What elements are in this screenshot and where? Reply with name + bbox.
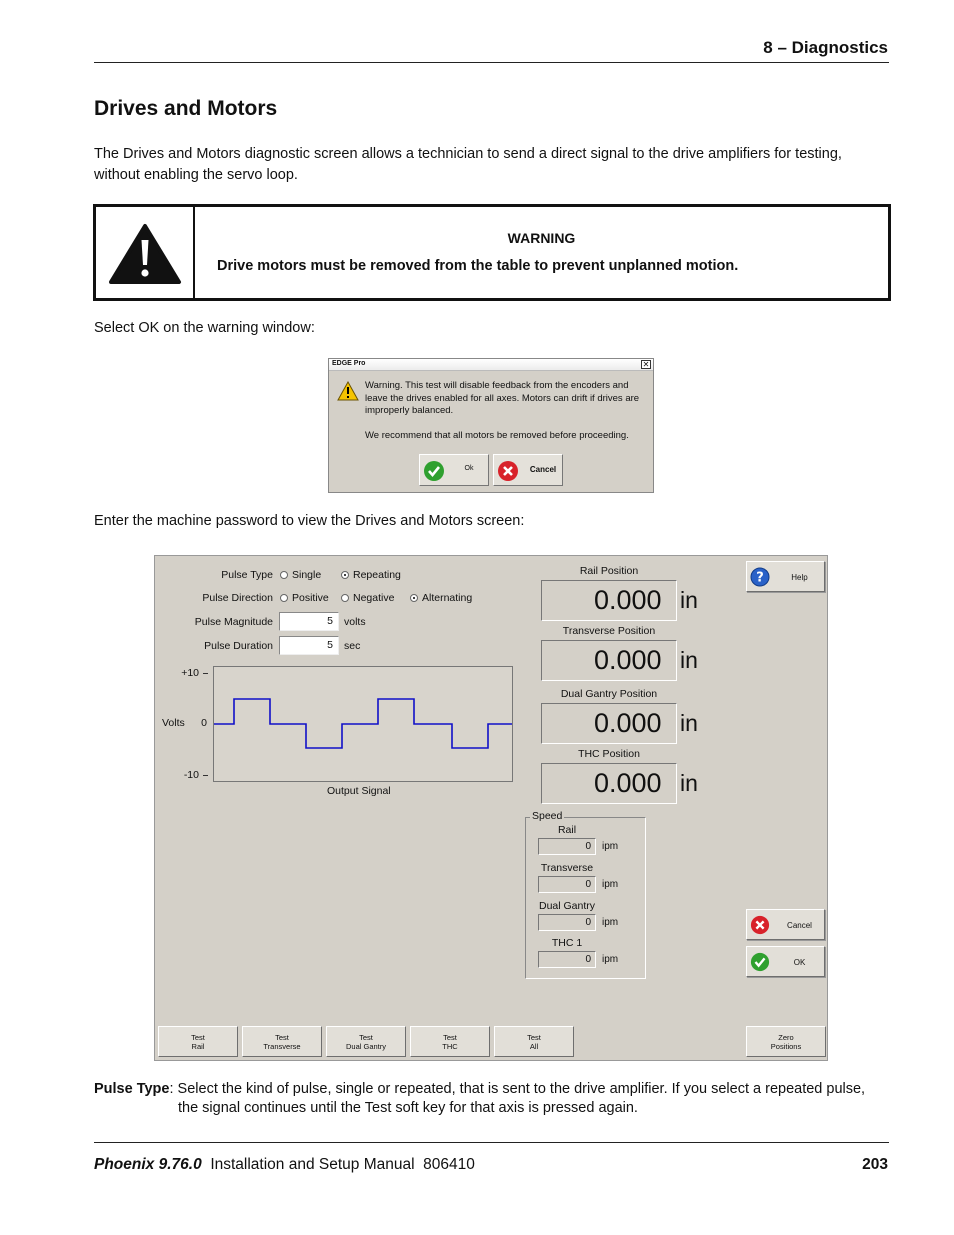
cancel-x-icon bbox=[497, 460, 519, 482]
dialog-recommendation: We recommend that all motors be removed before proceeding. bbox=[365, 430, 629, 441]
checkmark-icon bbox=[750, 952, 770, 972]
pulse-direction-alternating-label: Alternating bbox=[422, 592, 473, 604]
warning-box bbox=[93, 204, 891, 301]
transverse-position-display bbox=[541, 640, 698, 681]
chapter-heading: 8 – Diagnostics bbox=[763, 38, 888, 57]
speed-rail-value: 0 bbox=[538, 838, 596, 855]
softkey-label: Dual Gantry bbox=[345, 1042, 387, 1051]
speed-dual-gantry-value: 0 bbox=[538, 914, 596, 931]
warning-triangle-icon bbox=[108, 223, 182, 285]
pulse-direction-negative-radio[interactable] bbox=[341, 594, 349, 602]
svg-text:?: ? bbox=[756, 570, 764, 586]
instruction-select-ok: Select OK on the warning window: bbox=[94, 320, 315, 336]
softkey-label: Test bbox=[443, 1033, 457, 1042]
help-button[interactable] bbox=[746, 561, 825, 592]
plot-tick-mark bbox=[203, 775, 208, 776]
help-question-icon bbox=[750, 567, 770, 587]
pulse-duration-unit: sec bbox=[344, 640, 361, 652]
dialog-warning-icon bbox=[337, 381, 359, 401]
footer-manual-title: Installation and Setup Manual 806410 bbox=[201, 1156, 475, 1173]
dialog-cancel-label: Cancel bbox=[529, 465, 557, 474]
pulse-type-text-continued: the signal continues until the Test soft key for that axis is pressed again. bbox=[178, 1100, 638, 1116]
cancel-label: Cancel bbox=[787, 921, 812, 930]
softkey-label: Positions bbox=[770, 1042, 802, 1051]
softkey-label: Test bbox=[527, 1033, 541, 1042]
footer-product: Phoenix 9.76.0 bbox=[94, 1156, 202, 1173]
pulse-magnitude-input[interactable]: 5 bbox=[279, 612, 339, 631]
dual-gantry-position-display bbox=[541, 703, 698, 744]
dialog-ok-label: Ok bbox=[464, 465, 474, 472]
dialog-ok-button[interactable] bbox=[419, 454, 489, 486]
dual-gantry-position-unit: in bbox=[680, 710, 698, 736]
dialog-cancel-button[interactable] bbox=[493, 454, 563, 486]
speed-transverse-label: Transverse bbox=[540, 862, 594, 874]
speed-group bbox=[525, 810, 646, 979]
plot-y-label: Volts bbox=[162, 717, 185, 729]
rail-position-value: 0.000 bbox=[594, 585, 662, 615]
output-signal-waveform bbox=[214, 667, 512, 781]
footer-rule bbox=[94, 1142, 889, 1143]
drives-motors-screen bbox=[154, 555, 828, 1061]
intro-paragraph: The Drives and Motors diagnostic screen allows a technician to send a direct signal to the drive amplifiers for testing, without enabling the servo loop. bbox=[94, 146, 842, 183]
pulse-type-description bbox=[94, 1080, 890, 1118]
instruction-enter-password: Enter the machine password to view the Drives and Motors screen: bbox=[94, 513, 525, 529]
dialog-titlebar bbox=[329, 359, 653, 371]
transverse-position-unit: in bbox=[680, 647, 698, 673]
checkmark-icon bbox=[423, 460, 445, 482]
pulse-direction-alternating-radio[interactable] bbox=[410, 594, 418, 602]
plot-y-tick-zero: 0 bbox=[201, 717, 207, 729]
softkey-label: THC bbox=[442, 1042, 458, 1051]
warning-message: Drive motors must be removed from the table to prevent unplanned motion. bbox=[217, 258, 739, 274]
rail-position-display bbox=[541, 580, 698, 621]
speed-rail-unit: ipm bbox=[602, 841, 619, 852]
plot-y-tick-top: +10 bbox=[181, 667, 199, 679]
pulse-direction-negative-label: Negative bbox=[353, 592, 395, 604]
softkey-zero-positions[interactable] bbox=[746, 1026, 826, 1057]
page-number: 203 bbox=[862, 1156, 888, 1173]
thc-position-title: THC Position bbox=[578, 748, 640, 760]
speed-thc-value: 0 bbox=[538, 951, 596, 968]
section-title: Drives and Motors bbox=[94, 97, 278, 120]
ok-button[interactable] bbox=[746, 946, 825, 977]
speed-rail-label: Rail bbox=[557, 824, 577, 836]
pulse-duration-label: Pulse Duration bbox=[204, 640, 273, 652]
pulse-magnitude-label: Pulse Magnitude bbox=[194, 616, 273, 628]
softkey-label: Transverse bbox=[263, 1042, 301, 1051]
speed-thc-unit: ipm bbox=[602, 954, 619, 965]
warning-divider bbox=[193, 207, 195, 298]
help-label: Help bbox=[791, 573, 808, 582]
pulse-type-repeating-label: Repeating bbox=[353, 569, 401, 581]
speed-dual-gantry-label: Dual Gantry bbox=[538, 900, 596, 912]
edge-pro-warning-dialog bbox=[328, 358, 654, 493]
softkey-label: All bbox=[529, 1042, 539, 1051]
pulse-duration-input[interactable]: 5 bbox=[279, 636, 339, 655]
thc-position-value: 0.000 bbox=[594, 768, 662, 798]
dialog-close-button[interactable]: ✕ bbox=[642, 360, 650, 369]
plot-caption: Output Signal bbox=[327, 785, 391, 797]
pulse-magnitude-unit: volts bbox=[344, 616, 366, 628]
dialog-message: Warning. This test will disable feedback from the encoders and leave the drives enabled for all axes. Motors can drift if drives are improperly balanced. bbox=[365, 380, 640, 416]
cancel-x-icon bbox=[750, 915, 770, 935]
header-rule bbox=[94, 62, 889, 63]
pulse-type-single-radio[interactable] bbox=[280, 571, 288, 579]
speed-dual-gantry-unit: ipm bbox=[602, 917, 619, 928]
cancel-button[interactable] bbox=[746, 909, 825, 940]
rail-position-title: Rail Position bbox=[579, 565, 639, 577]
speed-thc-label: THC 1 bbox=[551, 937, 583, 949]
pulse-direction-positive-label: Positive bbox=[292, 592, 329, 604]
pulse-type-label: Pulse Type bbox=[221, 569, 273, 581]
softkey-label: Test bbox=[191, 1033, 205, 1042]
transverse-position-value: 0.000 bbox=[594, 645, 662, 675]
softkey-test-dual-gantry[interactable] bbox=[326, 1026, 406, 1057]
pulse-type-term: Pulse Type bbox=[94, 1081, 170, 1097]
speed-transverse-value: 0 bbox=[538, 876, 596, 893]
softkey-label: Zero bbox=[778, 1033, 794, 1042]
pulse-type-repeating-radio[interactable] bbox=[341, 571, 349, 579]
warning-heading: WARNING bbox=[507, 230, 576, 246]
output-signal-plot bbox=[213, 666, 513, 782]
transverse-position-title: Transverse Position bbox=[562, 625, 656, 637]
softkey-test-transverse[interactable] bbox=[242, 1026, 322, 1057]
ok-label: OK bbox=[793, 958, 806, 967]
plot-tick-mark bbox=[203, 673, 208, 674]
pulse-direction-positive-radio[interactable] bbox=[280, 594, 288, 602]
pulse-type-text: : Select the kind of pulse, single or repeated, that is sent to the drive amplifier. If you select a repeated pulse, bbox=[169, 1081, 866, 1097]
footer-manual-info bbox=[94, 1156, 475, 1174]
plot-y-tick-bottom: -10 bbox=[183, 769, 199, 781]
dual-gantry-position-value: 0.000 bbox=[594, 708, 662, 738]
softkey-label: Test bbox=[359, 1033, 373, 1042]
pulse-direction-label: Pulse Direction bbox=[202, 592, 273, 604]
pulse-type-single-label: Single bbox=[292, 569, 322, 581]
thc-position-display bbox=[541, 763, 698, 804]
speed-transverse-unit: ipm bbox=[602, 879, 619, 890]
thc-position-unit: in bbox=[680, 770, 698, 796]
dialog-title: EDGE Pro bbox=[332, 360, 366, 367]
softkey-test-all[interactable] bbox=[494, 1026, 574, 1057]
softkey-label: Test bbox=[275, 1033, 289, 1042]
speed-group-label: Speed bbox=[532, 810, 563, 822]
softkey-test-thc[interactable] bbox=[410, 1026, 490, 1057]
dual-gantry-position-title: Dual Gantry Position bbox=[560, 688, 658, 700]
softkey-test-rail[interactable] bbox=[158, 1026, 238, 1057]
softkey-label: Rail bbox=[191, 1042, 205, 1051]
rail-position-unit: in bbox=[680, 587, 698, 613]
